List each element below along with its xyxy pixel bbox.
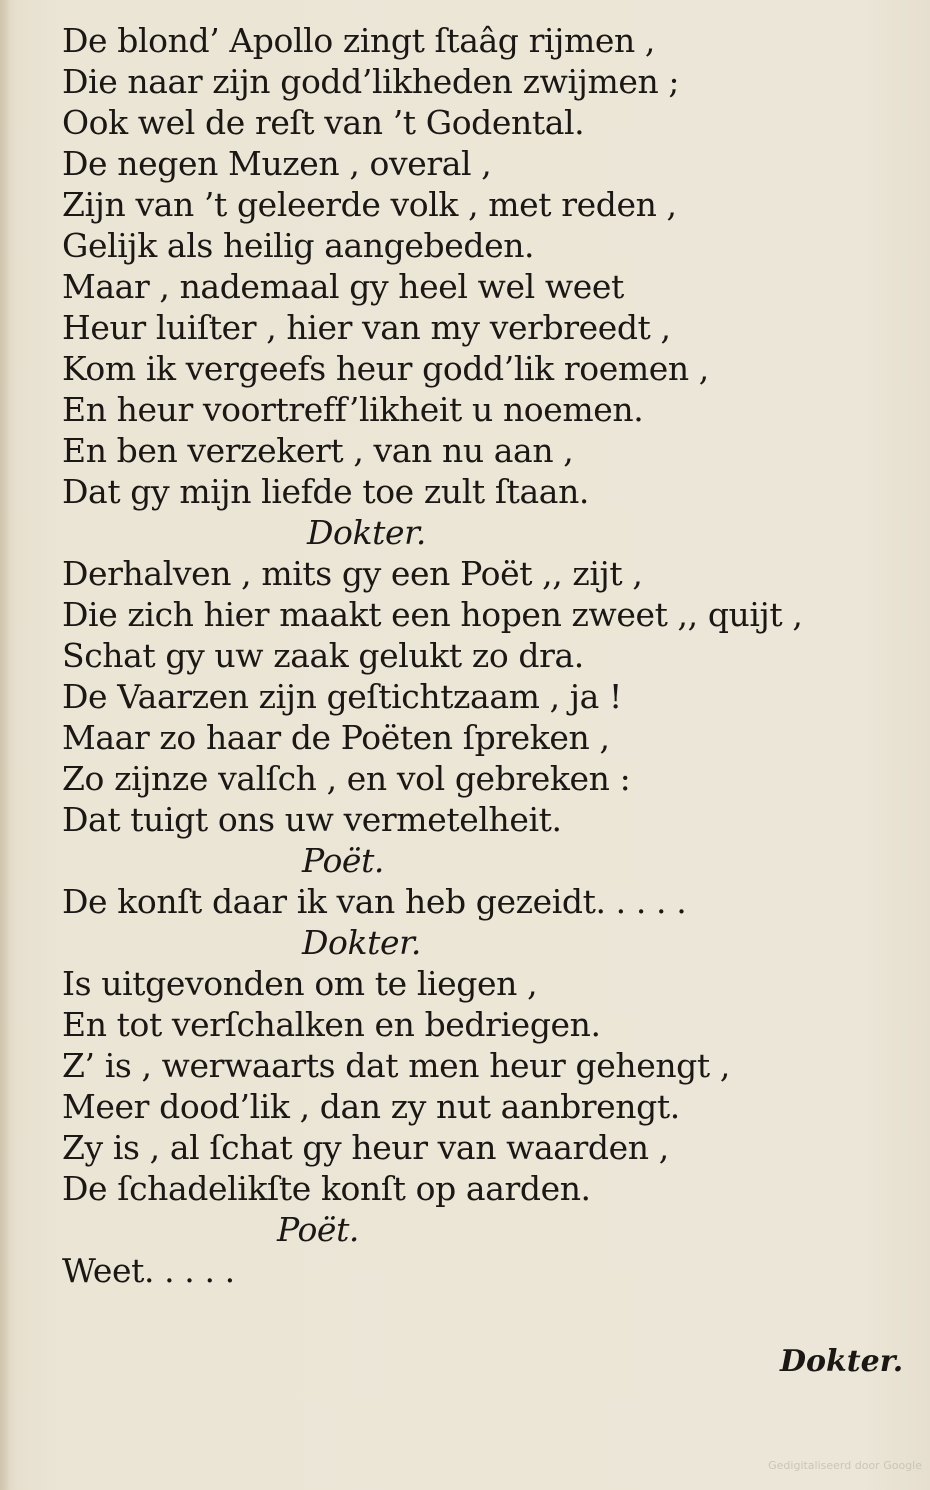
- verse-line: Dat gy mijn liefde toe zult ſtaan.: [62, 472, 590, 511]
- verse-line: Gelijk als heilig aangebeden.: [62, 226, 535, 265]
- verse-line: Weet. . . . .: [62, 1251, 235, 1290]
- speaker-name: Dokter.: [302, 923, 421, 962]
- verse-line: Kom ik vergeefs heur godd’lik roemen ,: [62, 349, 709, 388]
- verse-line: En heur voortreff’likheit u noemen.: [62, 390, 644, 429]
- verse-line: Zy is , al ſchat gy heur van waarden ,: [62, 1128, 669, 1167]
- catchword: Dokter.: [780, 1344, 904, 1379]
- verse-line: De blond’ Apollo zingt ſtaâg rijmen ,: [62, 21, 655, 60]
- verse-line: De Vaarzen zijn geſtichtzaam , ja !: [62, 677, 622, 716]
- verse-line: Z’ is , werwaarts dat men heur gehengt ,: [62, 1046, 730, 1085]
- verse-line: Zo zijnze valſch , en vol gebreken :: [62, 759, 631, 798]
- verse-line: En tot verſchalken en bedriegen.: [62, 1005, 601, 1044]
- verse-line: Maar zo haar de Poëten ſpreken ,: [62, 718, 610, 757]
- verse-line: Derhalven , mits gy een Poët ,, zijt ,: [62, 554, 643, 593]
- speaker-name: Dokter.: [307, 513, 426, 552]
- verse-line: Die naar zijn godd’likheden zwijmen ;: [62, 62, 680, 101]
- digitization-watermark: Gedigitaliseerd door Google: [768, 1459, 922, 1472]
- verse-line: En ben verzekert , van nu aan ,: [62, 431, 574, 470]
- verse-line: Meer dood’lik , dan zy nut aanbrengt.: [62, 1087, 680, 1126]
- verse-line: Zijn van ’t geleerde volk , met reden ,: [62, 185, 677, 224]
- verse-line: Heur luiſter , hier van my verbreedt ,: [62, 308, 671, 347]
- binding-edge: [0, 0, 10, 1490]
- verse-line: De negen Muzen , overal ,: [62, 144, 492, 183]
- verse-line: Maar , nademaal gy heel wel weet: [62, 267, 624, 306]
- verse-line: De ſchadelikſte konſt op aarden.: [62, 1169, 591, 1208]
- verse-line: Is uitgevonden om te liegen ,: [62, 964, 538, 1003]
- verse-line: Dat tuigt ons uw vermetelheit.: [62, 800, 562, 839]
- speaker-name: Poët.: [277, 1210, 360, 1249]
- speaker-name: Poët.: [302, 841, 385, 880]
- verse-text-block: [62, 20, 892, 1291]
- verse-line: Schat gy uw zaak gelukt zo dra.: [62, 636, 584, 675]
- verse-line: Ook wel de reſt van ’t Godental.: [62, 103, 585, 142]
- verse-line: Die zich hier maakt een hopen zweet ,, quijt ,: [62, 595, 803, 634]
- verse-line: De konſt daar ik van heb gezeidt. . . . .: [62, 882, 687, 921]
